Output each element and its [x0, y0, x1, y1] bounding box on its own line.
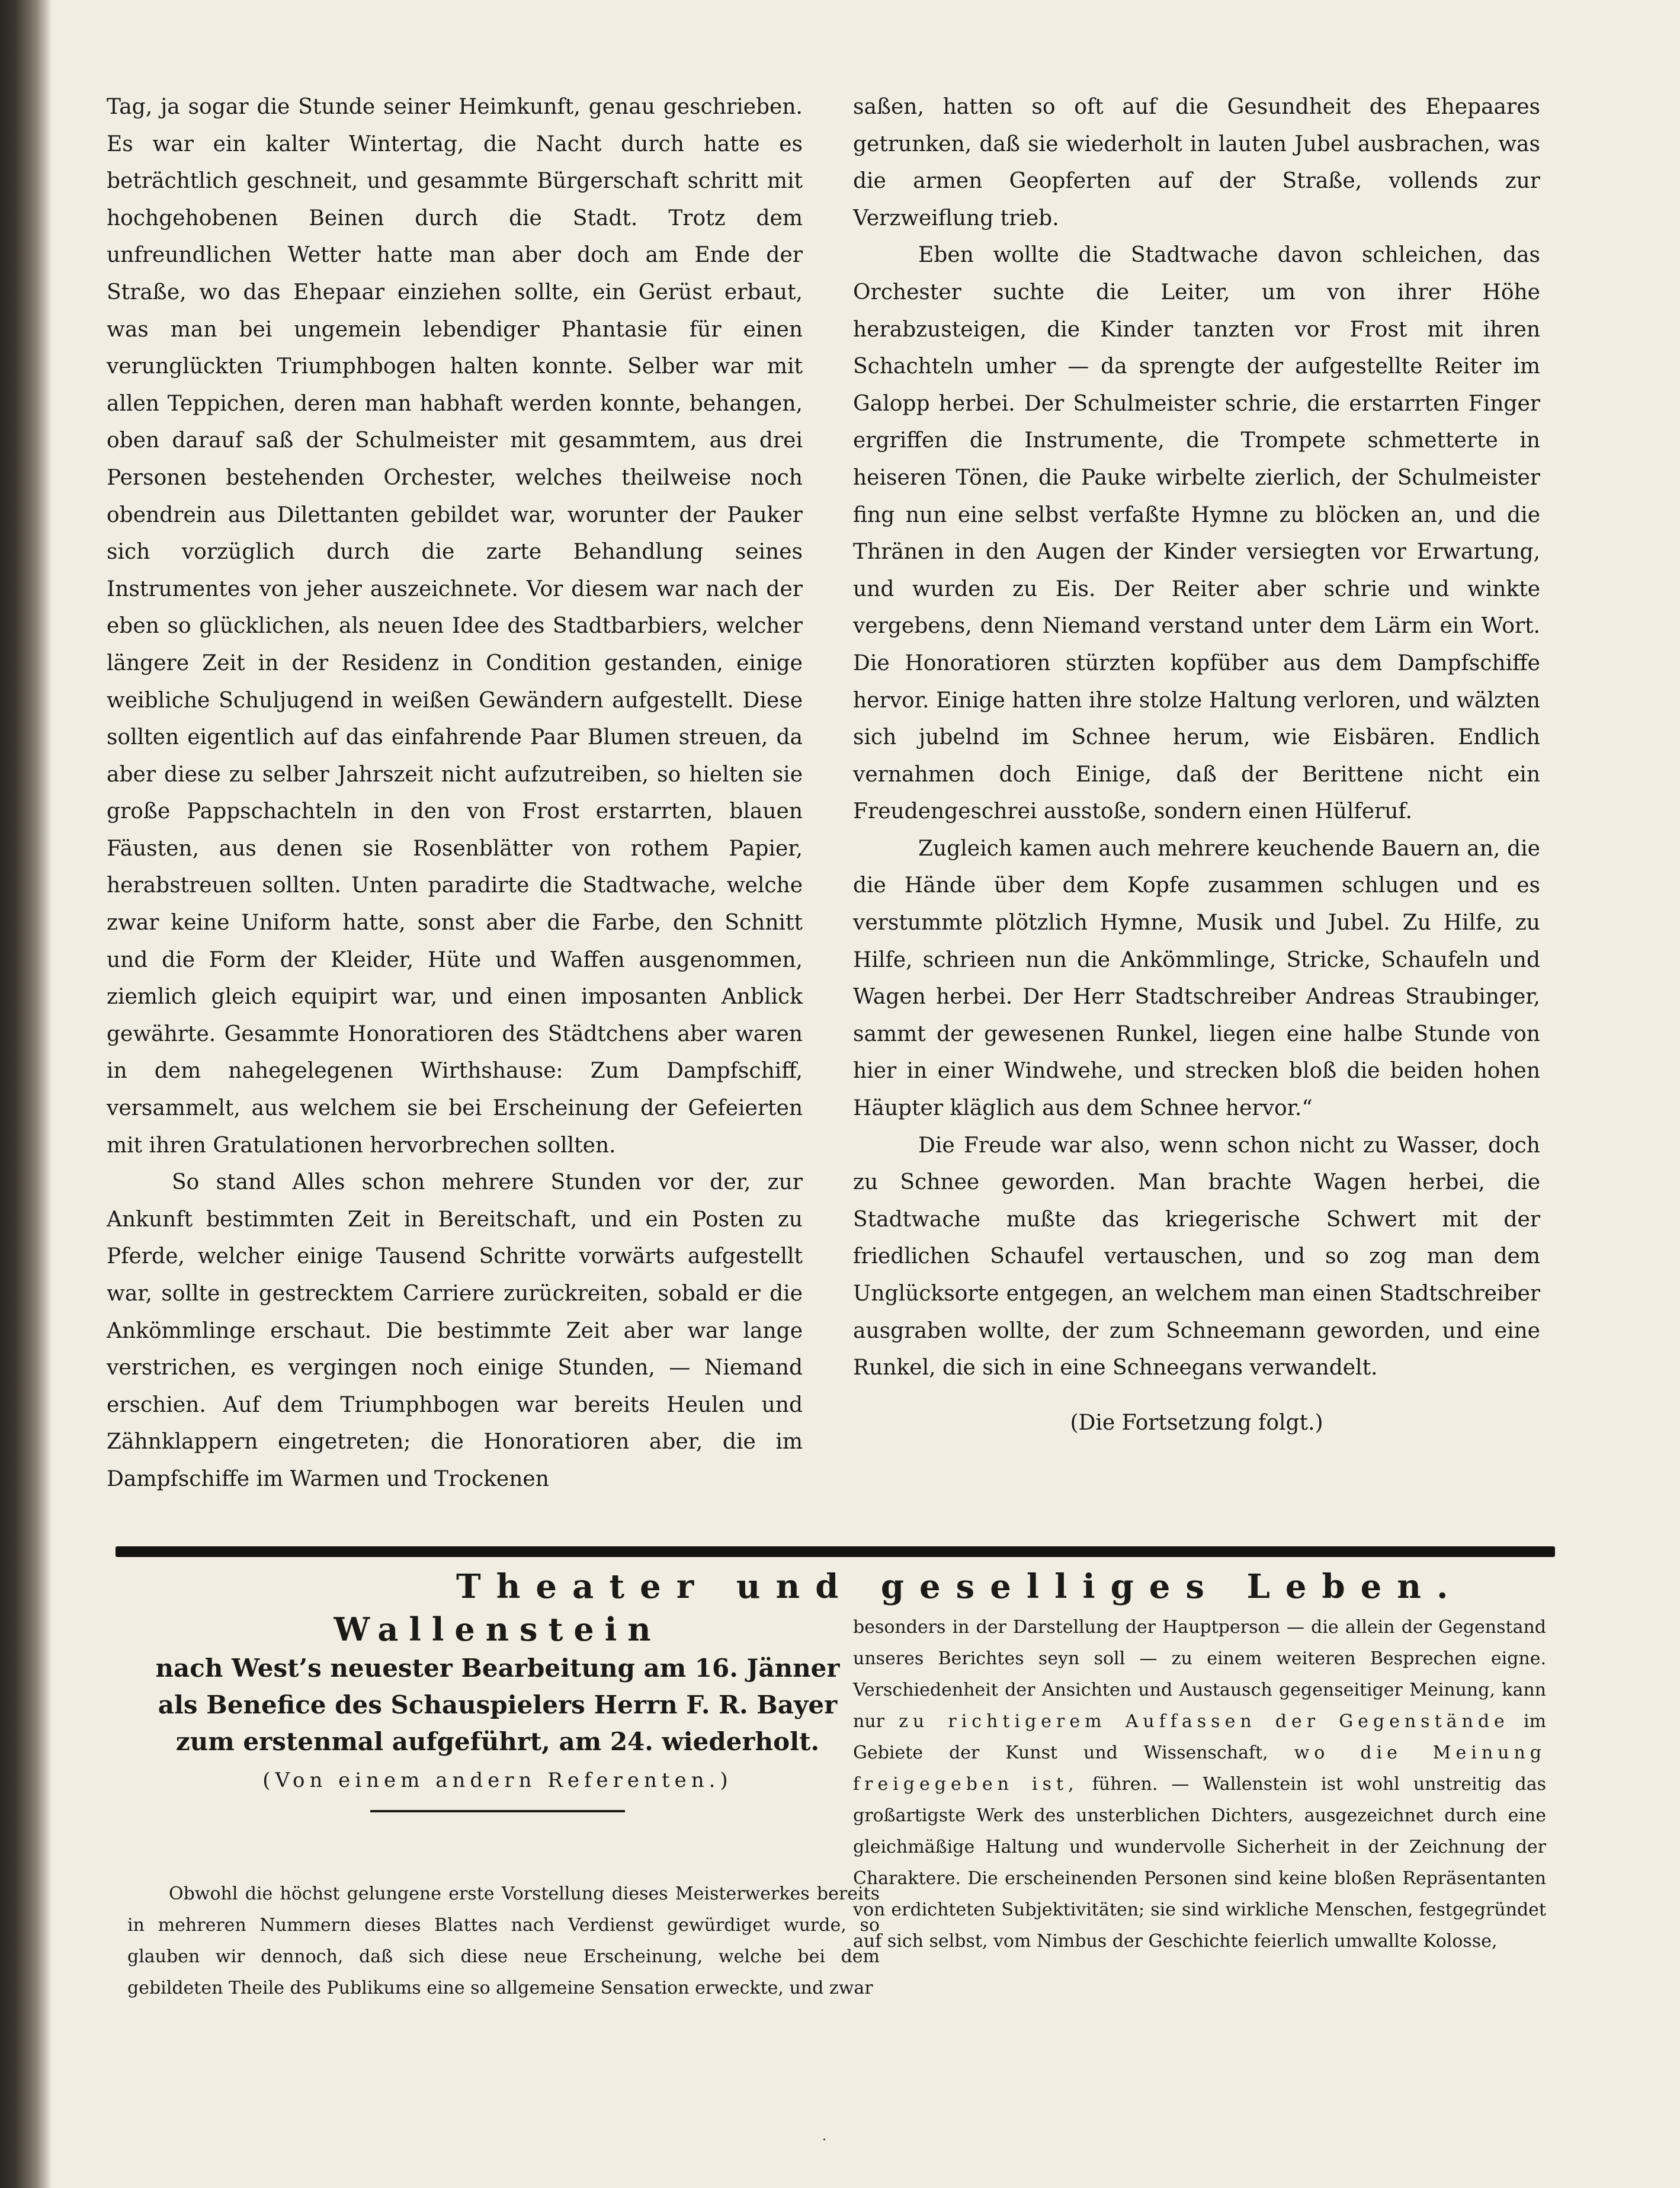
binding-shadow: [0, 0, 52, 2188]
right-paragraph-3: Zugleich kamen auch mehrere keuchende Bauern an, die die Hände über dem Kopfe zusammen schlugen und es verstummte plötzlich Hymne, Musik und Jubel. Zu Hilfe, zu Hilfe, schrieen nun die Ankömmlinge, Stricke, Schaufeln und Wagen herbei. Der Herr Stadtschreiber Andreas Straubinger, sammt der gewesenen Runkel, liegen eine halbe Stunde von hier in einer Windwehe, und strecken bloß die beiden hohen Häupter kläglich aus dem Schnee hervor.“: [853, 836, 1540, 1121]
continuation-note: (Die Fortsetzung folgt.): [1070, 1410, 1323, 1435]
newspaper-page: [89, 71, 1558, 2109]
review-short-rule: [370, 1810, 625, 1812]
section-divider: [116, 1546, 1555, 1557]
review-left-column: [127, 1878, 880, 2004]
review-subtitle-line-2: als Benefice des Schauspielers Herrn F. R. Bayer: [158, 1690, 838, 1719]
left-column: [107, 89, 803, 1498]
review-right-text-1: besonders in der Darstellung der Hauptperson — die allein der Gegenstand unseres Berichtes seyn soll — zu einem weiteren Besprechen eigne. Verschiedenheit der Ansichten und Austausch gegenseitiger Meinung, kann nur: [853, 1617, 1546, 1732]
left-paragraph-2: So stand Alles schon mehrere Stunden vor der, zur Ankunft bestimmten Zeit in Bereitschaft, und ein Posten zu Pferde, welcher einige Tausend Schritte vorwärts aufgestellt war, sollte in gestrecktem Carriere zurückreiten, sobald er die Ankömmlinge erschaut. Die bestimmte Zeit aber war lange verstrichen, es vergingen noch einige Stunden, — Niemand erschien. Auf dem Triumphbogen war bereits Heulen und Zähnklappern eingetreten; die Honoratioren aber, die im Dampfschiffe im Warmen und Trockenen: [107, 1170, 803, 1491]
review-spaced-phrase-2: wo die Meinung freigegeben ist,: [853, 1742, 1546, 1795]
review-right-text-3: führen. — Wallenstein ist wohl unstreitig das großartigste Werk des unsterblichen Dichters, ausgezeichnet durch eine gleichmäßige Haltung und wundervolle Sicherheit in der Zeichnung der Charaktere. Die erscheinenden Personen sind keine bloßen Repräsentanten von erdichteten Subjektivitäten; sie sind wirkliche Menschen, festgegründet auf sich selbst, vom Nimbus der Geschichte feierlich umwallte Kolosse,: [853, 1774, 1546, 1952]
review-right-paragraph: [853, 1612, 1546, 1957]
review-spaced-phrase-1: zu richtigerem Auffassen der Gegenstände: [899, 1711, 1509, 1732]
review-header: [116, 1609, 880, 1812]
left-paragraph-1: Tag, ja sogar die Stunde seiner Heimkunft, genau geschrieben. Es war ein kalter Wintertag, die Nacht durch hatte es beträchtlich geschneit, und gesammte Bürgerschaft schritt mit hochgehobenen Beinen durch die Stadt. Trotz dem unfreundlichen Wetter hatte man aber doch am Ende der Straße, wo das Ehepaar einziehen sollte, ein Gerüst erbaut, was man bei ungemein lebendiger Phantasie für einen verunglückten Triumphbogen halten konnte. Selber war mit allen Teppichen, deren man habhaft werden konnte, behangen, oben darauf saß der Schulmeister mit gesammtem, aus drei Personen bestehenden Orchester, welches theilweise noch obendrein aus Dilettanten gebildet war, worunter der Pauker sich vorzüglich durch die zarte Behandlung seines Instrumentes von jeher auszeichnete. Vor diesem war nach der eben so glücklichen, als neuen Idee des Stadtbarbiers, welcher längere Zeit in der Residenz in Condition gestanden, einige weibliche Schuljugend in weißen Gewändern aufgestellt. Diese sollten eigentlich auf das einfahrende Paar Blumen streuen, da aber diese zu selber Jahrszeit nicht aufzutreiben, so hielten sie große Pappschachteln in den von Frost erstarrten, blauen Fäusten, aus denen sie Rosenblätter von rothem Papier, herabstreuen sollten. Unten paradirte die Stadtwache, welche zwar keine Uniform hatte, sonst aber die Farbe, den Schnitt und die Form der Kleider, Hüte und Waffen ausgenommen, ziemlich gleich equipirt war, und einen imposanten Anblick gewährte. Gesammte Honoratioren des Städtchens aber waren in dem nahegelegenen Wirthshause: Zum Dampfschiff, versammelt, aus welchem sie bei Erscheinung der Gefeierten mit ihren Gratulationen hervorbrechen sollten.: [107, 95, 803, 1158]
right-paragraph-4: Die Freude war also, wenn schon nicht zu Wasser, doch zu Schnee geworden. Man brachte Wagen herbei, die Stadtwache mußte das kriegerische Schwert mit der friedlichen Schaufel vertauschen, und so zog man dem Unglücksorte entgegen, an welchem man einen Stadtschreiber ausgraben wollte, der zum Schneemann geworden, und eine Runkel, die sich in eine Schneegans verwandelt.: [853, 1133, 1540, 1380]
right-paragraph-1: saßen, hatten so oft auf die Gesundheit des Ehepaares getrunken, daß sie wiederholt in lauten Jubel ausbrachen, was die armen Geopferten auf der Straße, vollends zur Verzweiflung trieb.: [853, 95, 1540, 230]
right-paragraph-2: Eben wollte die Stadtwache davon schleichen, das Orchester suchte die Leiter, um von ihrer Höhe herabzusteigen, die Kinder tanzten vor Frost mit ihren Schachteln umher — da sprengte der aufgestellte Reiter im Galopp herbei. Der Schulmeister schrie, die erstarrten Finger ergriffen die Instrumente, die Trompete schmetterte in heiseren Tönen, die Pauke wirbelte zierlich, der Schulmeister fing nun eine selbst verfaßte Hymne zu blöcken an, und die Thränen in den Augen der Kinder versiegten vor Erwartung, und wurden zu Eis. Der Reiter aber schrie und winkte vergebens, denn Niemand verstand unter dem Lärm ein Wort. Die Honoratioren stürzten kopfüber aus dem Dampfschiffe hervor. Einige hatten ihre stolze Haltung verloren, und wälzten sich jubelnd im Schnee herum, wie Eisbären. Endlich vernahmen doch Einige, daß der Berittene nicht ein Freudengeschrei ausstoße, sondern einen Hülferuf.: [853, 243, 1540, 824]
review-subtitle-line-3: zum erstenmal aufgeführt, am 24. wiederholt.: [175, 1727, 820, 1756]
review-right-text-2: im Gebiete der Kunst und Wissenschaft,: [853, 1711, 1546, 1763]
review-author: (Von einem andern Referenten.): [262, 1769, 733, 1792]
section-title: Theater und geselliges Leben.: [456, 1567, 1464, 1606]
review-title: Wallenstein: [334, 1610, 662, 1648]
review-subtitle-line-1: nach West’s neuester Bearbeitung am 16. Jänner: [155, 1654, 840, 1683]
right-column: [853, 89, 1540, 1441]
review-left-paragraph: Obwohl die höchst gelungene erste Vorstellung dieses Meisterwerkes bereits in mehreren Nummern dieses Blattes nach Verdienst gewürdiget wurde, so glauben wir dennoch, daß sich diese neue Erscheinung, welche bei dem gebildeten Theile des Publikums eine so allgemeine Sensation erweckte, und zwar: [127, 1883, 880, 1998]
review-right-column: [853, 1612, 1546, 1957]
page-edge-mark: ·: [822, 2133, 826, 2148]
